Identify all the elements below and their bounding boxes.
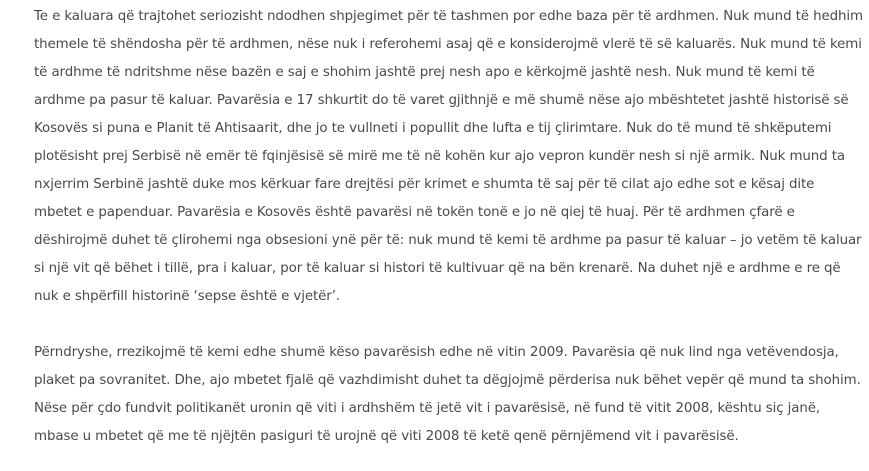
paragraph: Te e kaluara që trajtohet seriozisht ndodhen shpjegimet për të tashmen por edhe baza për të ardhmen. Nuk mund të hedhim themele të shëndosha për të ardhmen, nëse nuk i referohemi asaj që e konsiderojmë vlerë të së kaluarës. Nuk mund të kemi të ardhme të ndritshme nëse bazën e saj e shohim jashtë prej nesh apo e kërkojmë jashtë nesh. Nuk mund të kemi të ardhme pa pasur të kaluar. Pavarësia e 17 shkurtit do të varet gjithnjë e më shumë nëse ajo mbështetet jashtë historisë së Kosovës si puna e Planit të Ahtisaarit, dhe jo te vullneti i popullit dhe lufta e tij çlirimtare. Nuk do të mund të shkëputemi plotësisht prej Serbisë në emër të fqinjësisë së mirë me të në kohën kur ajo vepron kundër nesh si një armik. Nuk mund ta nxjerrim Serbinë jashtë duke mos kërkuar fare drejtësi për krimet e shumta të saj për të cilat ajo edhe sot e kësaj dite mbetet e papenduar. Pavarësia e Kosovës është pavarësi në tokën tonë e jo në qiej të huaj. Për të ardhmen çfarë e dëshirojmë duhet të çlirohemi nga obsesioni ynë për të: nuk mund të kemi të ardhme pa pasur të kaluar – jo vetëm të kaluar si një vit që bëhet i tillë, pra i kaluar, por të kaluar si histori të kultivuar që na bën krenarë. Na duhet një e ardhme e re që nuk e shpërfill historinë ‘sepse është e vjetër’. [34, 9, 863, 304]
paragraph: Përndryshe, rrezikojmë të kemi edhe shumë këso pavarësish edhe në vitin 2009. Pavarësia që nuk lind nga vetëvendosja, plaket pa sovranitet. Dhe, ajo mbetet fjalë që vazhdimisht duhet ta dëgjojmë përderisa nuk bëhet vepër që mund ta shohim. Nëse për çdo fundvit politikanët uronin që viti i ardhshëm të jetë vit i pavarësisë, në fund të vitit 2008, kështu siç janë, mbase u mbetet që me të njëjtën pasiguri të urojnë që viti 2008 të ketë qenë përnjëmend vit i pavarësisë. [34, 345, 861, 444]
article-body [34, 3, 866, 451]
